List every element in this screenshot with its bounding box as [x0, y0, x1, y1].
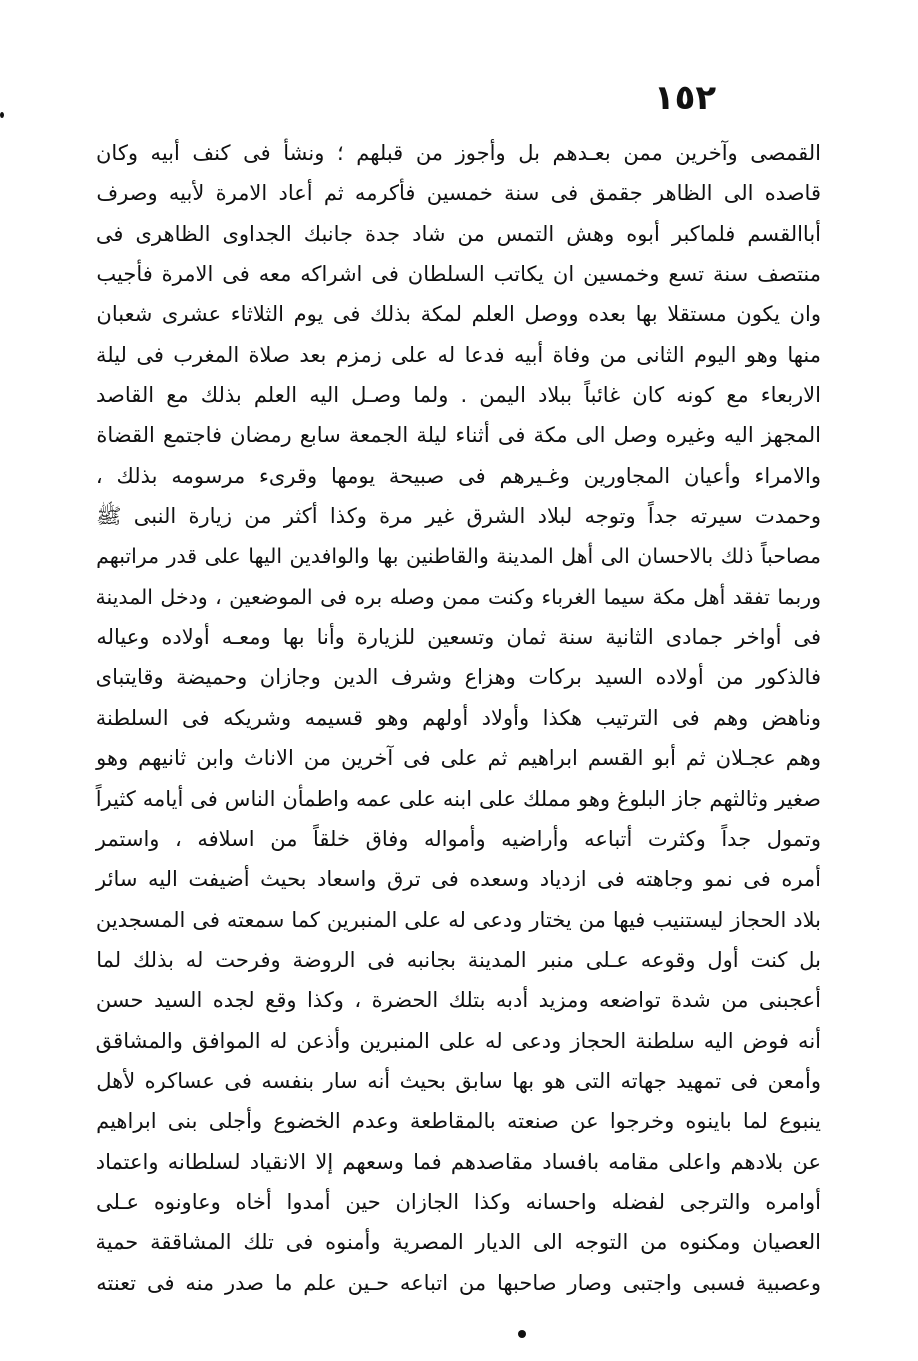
text-line — [95, 657, 821, 697]
text-line-content: وان يكون مستقلا بها بعده ووصل العلم لمكة بذلك فى يوم الثلاثاء عشرى شعبان — [96, 302, 821, 327]
text-line — [95, 536, 821, 576]
text-line — [95, 980, 821, 1020]
text-line-content: مصاحباً ذلك بالاحسان الى أهل المدينة والقاطنين بها والوافدين اليها على قدر مراتبهم — [96, 544, 821, 569]
text-line-content: ينبوع لما باينوه وخرجوا عن صنعته بالمقاطعة وعدم الخضوع وأجلى بنى ابراهيم — [96, 1109, 821, 1134]
text-line — [95, 1061, 821, 1101]
page-number: ١٥٢ — [653, 78, 717, 118]
text-line — [95, 415, 821, 455]
text-line-content: وناهض وهم فى الترتيب هكذا وأولاد أولهم وهو قسيمه وشريكه فى السلطنة — [95, 705, 821, 730]
text-line — [95, 294, 821, 334]
text-line-content: أنه فوض اليه سلطنة الحجاز ودعى له على المنبرين وأذعن له الموافق والمشاقق — [95, 1028, 821, 1053]
text-line-content: والامراء وأعيان المجاورين وغـيرهم فى صبيحة يومها وقرىء مرسومه بذلك ، — [95, 463, 821, 488]
text-line — [95, 1021, 821, 1061]
text-line — [95, 940, 821, 980]
text-line-content: أوامره والترجى لفضله واحسانه وكذا الجازان حين أمدوا أخاه وعاونوه عـلى — [95, 1189, 821, 1214]
text-line — [95, 335, 821, 375]
text-line — [95, 779, 821, 819]
text-line — [95, 375, 821, 415]
text-line — [95, 859, 821, 899]
text-line-content: بل كنت أول وقوعه عـلى منبر المدينة بجانبه فى الروضة وفرحت له بذلك لما — [96, 947, 821, 972]
text-line-content: وهم عجـلان ثم أبو القسم ابراهيم ثم على فى آخرين من الاناث وابن ثانيهم وهو — [96, 746, 821, 771]
text-line-content: وأمعن فى تمهيد جهاته التى هو بها سابق بحيث أنه سار بنفسه فى عساكره لأهل — [96, 1068, 821, 1093]
ink-mark — [0, 112, 4, 118]
text-line-content: عن بلادهم واعلى مقامه بافساد مقاصدهم فما وسعهم إلا الانقياد لسلطانه واعتماد — [95, 1149, 821, 1174]
text-line — [95, 577, 821, 617]
text-line — [95, 496, 821, 536]
text-line-content: فى أواخر جمادى الثانية سنة ثمان وتسعين للزيارة وأنا بها ومعـه أولاده وعياله — [96, 625, 821, 650]
text-line — [95, 1142, 821, 1182]
text-line-content: وربما تفقد أهل مكة سيما الغرباء وكنت ممن وصله بره فى الموضعين ، ودخل المدينة — [95, 584, 821, 609]
text-line — [95, 698, 821, 738]
text-line-content: بلاد الحجاز ليستنيب فيها من يختار ودعى له على المنبرين كما سمعته فى المسجدين — [95, 907, 821, 932]
text-line-content: أباالقسم فلماكبر أبوه وهش التمس من شاد جدة جانبك الجداوى الظاهرى فى — [95, 221, 821, 246]
text-line — [95, 214, 821, 254]
text-line-content: الاربعاء مع كونه كان غائباً ببلاد اليمن . ولما وصـل اليه العلم بذلك مع القاصد — [96, 383, 821, 408]
text-line — [95, 456, 821, 496]
ink-mark — [518, 1330, 526, 1338]
text-line-content: القمصى وآخرين ممن بعـدهم بل وأجوز من قبلهم ؛ ونشأ فى كنف أبيه وكان — [96, 141, 821, 165]
text-line-content: أعجبنى من شدة تواضعه ومزيد أدبه بتلك الحضرة ، وكذا وقع لجده السيد حسن — [95, 988, 821, 1013]
text-line — [95, 900, 821, 940]
text-line — [95, 133, 821, 173]
text-line-content: منها وهو اليوم الثانى من وفاة أبيه فدعا له على زمزم بعد صلاة المغرب فى ليلة — [95, 342, 821, 367]
text-line — [95, 819, 821, 859]
text-line — [95, 617, 821, 657]
text-line-content: أمره فى نمو وجاهته فى ازدياد وسعده فى ترق واسعاد بحيث أضيفت اليه سائر — [96, 867, 821, 892]
text-line — [95, 1182, 821, 1222]
text-line-content: صغير وثالثهم جاز البلوغ وهو مملك على ابنه على عمه واطمأن الناس فى أيامه كثيراً — [95, 786, 821, 811]
text-line — [95, 1222, 821, 1262]
body-text — [95, 133, 821, 1303]
text-line — [95, 173, 821, 213]
text-line-content: المجهز اليه وغيره وصل الى مكة فى أثناء ليلة الجمعة سابع رمضان فاجتمع القضاة — [96, 423, 821, 448]
text-line — [95, 254, 821, 294]
text-line-content: وتمول جداً وكثرت أتباعه وأراضيه وأمواله وفاق خلقاً من اسلافه ، واستمر — [95, 826, 821, 851]
text-line-content: فالذكور من أولاده السيد بركات وهزاع وشرف الدين وجازان وحميضة وقايتباى — [95, 665, 821, 690]
text-line-content: العصيان ومكنوه من التوجه الى الديار المصرية وأمنوه فى تلك المشاققة حمية — [95, 1230, 821, 1255]
text-line — [95, 738, 821, 778]
text-line-content: وحمدت سيرته جداً وتوجه لبلاد الشرق غير مرة وكذا أكثر من زيارة النبى ﷺ — [96, 504, 821, 529]
text-line — [95, 1101, 821, 1141]
text-line-content: وعصبية فسبى واجتبى وصار صاحبها من اتباعه حـين علم ما صدر منه فى تعنته — [96, 1270, 821, 1295]
text-line-content: منتصف سنة تسع وخمسين ان يكاتب السلطان فى اشراكه معه فى الامرة فأجيب — [96, 262, 821, 287]
text-line — [95, 1263, 821, 1303]
text-line-content: قاصده الى الظاهر جقمق فى سنة خمسين فأكرمه ثم أعاد الامرة لأبيه وصرف — [96, 181, 821, 206]
